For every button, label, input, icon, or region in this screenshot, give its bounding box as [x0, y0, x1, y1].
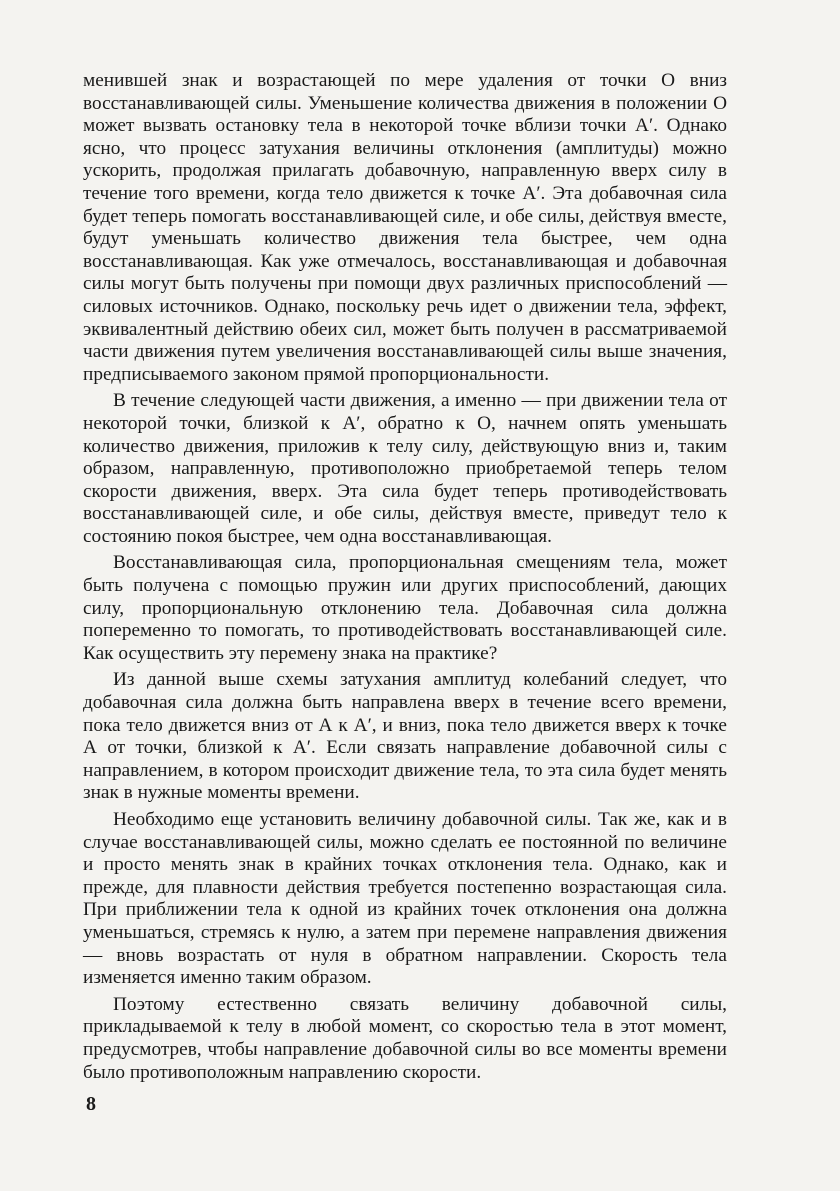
paragraph-2: В течение следующей части движения, а именно — при движении тела от некоторой точки, близкой к А′, обратно к О, начнем опять уменьшать количество движения, приложив к телу силу, действующую вниз и, таким образом, направленную, противоположно приобретаемой теперь телом скорости движения, вверх. Эта сила будет теперь противодействовать восстанавливающей силе, и обе силы, действуя вместе, приведут тело к состоянию покоя быстрее, чем одна восстанавливающая. — [83, 390, 727, 547]
paragraph-5: Необходимо еще установить величину добавочной силы. Так же, как и в случае восстанавливающей силы, можно сделать ее постоянной по величине и просто менять знак в крайних точках отклонения тела. Однако, как и прежде, для плавности действия требуется постепенно возрастающая сила. При приближении тела к одной из крайних точек отклонения она должна уменьшаться, стремясь к нулю, а затем при перемене направления движения — вновь возрастать от нуля в обратном направлении. Скорость тела изменяется именно таким образом. — [83, 809, 727, 989]
paragraph-4: Из данной выше схемы затухания амплитуд колебаний следует, что добавочная сила должна быть направлена вверх в течение всего времени, пока тело движется вниз от А к А′, и вниз, пока тело движется вверх к точке А от точки, близкой к А′. Если связать направление добавочной силы с направлением, в котором происходит движение тела, то эта сила будет менять знак в нужные моменты времени. — [83, 669, 727, 804]
paragraph-3: Восстанавливающая сила, пропорциональная смещениям тела, может быть получена с помощью пружин или других приспособлений, дающих силу, пропорциональную отклонению тела. Добавочная сила должна попеременно то помогать, то противодействовать восстанавливающей силе. Как осуществить эту перемену знака на практике? — [83, 552, 727, 664]
page-text — [83, 70, 727, 1084]
paragraph-1: менившей знак и возрастающей по мере удаления от точки О вниз восстанавливающей силы. Уменьшение количества движения в положении О может вызвать остановку тела в некоторой точке вблизи точки А′. Однако ясно, что процесс затухания величины отклонения (амплитуды) можно ускорить, продолжая прилагать добавочную, направленную вверх силу в течение того времени, когда тело движется к точке А′. Эта добавочная сила будет теперь помогать восстанавливающей силе, и обе силы, действуя вместе, будут уменьшать количество движения тела быстрее, чем одна восстанавливающая. Как уже отмечалось, восстанавливающая и добавочная силы могут быть получены при помощи двух различных приспособлений — силовых источников. Однако, поскольку речь идет о движении тела, эффект, эквивалентный действию обеих сил, может быть получен в рассматриваемой части движения путем увеличения восстанавливающей силы выше значения, предписываемого законом прямой пропорциональности. — [83, 70, 727, 385]
page-number: 8 — [86, 1093, 96, 1115]
paragraph-6: Поэтому естественно связать величину добавочной силы, прикладываемой к телу в любой момент, со скоростью тела в этот момент, предусмотрев, чтобы направление добавочной силы во все моменты времени было противоположным направлению скорости. — [83, 993, 727, 1083]
